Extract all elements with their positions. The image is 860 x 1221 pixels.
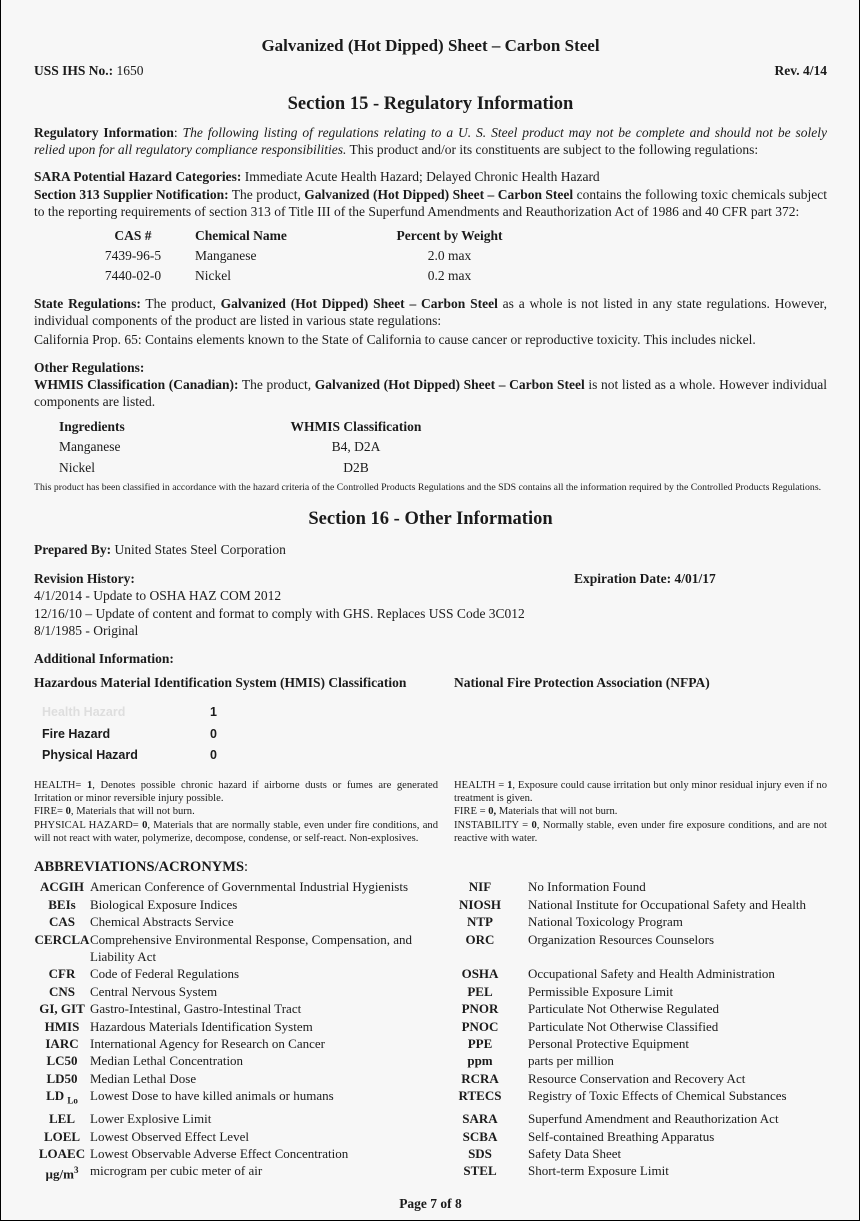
revision-history-label: Revision History:	[34, 570, 135, 586]
abbr-row	[34, 1110, 827, 1127]
abbr-definition: Occupational Safety and Health Administration	[528, 966, 775, 982]
revision-entry: 8/1/1985 - Original	[34, 622, 139, 638]
uss-ihs-value: 1650	[116, 63, 144, 78]
abbr-definition: Organization Resources Counselors	[528, 931, 715, 947]
hmis-row-fire	[34, 727, 827, 749]
ingredient-name: Nickel	[59, 459, 95, 475]
document-id-line	[34, 63, 827, 79]
whmis-paragraph	[34, 377, 827, 411]
percent-by-weight: 2.0 max	[427, 247, 472, 263]
abbr-row	[34, 878, 827, 895]
abbr-definition: Personal Protective Equipment	[528, 1036, 690, 1052]
abbr-term: PNOR	[461, 1001, 499, 1017]
whmis-row	[58, 437, 447, 458]
abbr-definition: Resource Conservation and Recovery Act	[528, 1070, 746, 1086]
section313-label: Section 313 Supplier Notification:	[34, 187, 229, 203]
revision-history-line	[34, 571, 827, 588]
section313-text1: The product,	[228, 187, 305, 203]
abbr-row	[34, 1070, 827, 1087]
abbr-term: ACGIH	[39, 879, 85, 895]
hmis-notes-column	[34, 779, 438, 846]
abbr-term: LD50	[46, 1070, 78, 1086]
abbr-row	[34, 1162, 827, 1183]
section313-chemical-table	[72, 226, 533, 286]
abbr-definition: Hazardous Materials Identification System	[90, 1018, 313, 1034]
state-regulations-paragraph	[34, 296, 827, 330]
regulatory-info-paragraph	[34, 125, 827, 159]
hmis-nfpa-headers	[34, 675, 827, 691]
abbr-row	[34, 1128, 827, 1145]
additional-info-label: Additional Information:	[34, 651, 174, 667]
revision-entry: 12/16/10 – Update of content and format to comply with GHS. Replaces USS Code 3C012	[34, 605, 525, 621]
chemical-name: Manganese	[195, 247, 257, 263]
abbr-term: CNS	[48, 983, 75, 999]
hmis-fire-value: 0	[210, 726, 217, 741]
abbr-definition: Median Lethal Concentration	[90, 1053, 244, 1069]
abbr-definition: Permissible Exposure Limit	[528, 983, 674, 999]
section313-paragraph	[34, 187, 827, 221]
abbr-term: CFR	[48, 966, 76, 982]
hmis-header: Hazardous Material Identification System (HMIS) Classification	[34, 675, 407, 691]
abbr-definition: Superfund Amendment and Reauthorization Act	[528, 1111, 779, 1127]
whmis-classification-value: B4, D2A	[331, 439, 381, 455]
hmis-health-value: 1	[210, 705, 217, 720]
abbr-term: $\mu g/m^3$	[45, 1165, 79, 1182]
hmis-row-health	[34, 705, 827, 727]
document-title: Galvanized (Hot Dipped) Sheet – Carbon Steel	[261, 36, 600, 55]
abbr-term: PEL	[467, 983, 493, 999]
abbr-term: ORC	[465, 931, 495, 947]
hmis-fire-label: Fire Hazard	[42, 726, 111, 741]
whmis-label: WHMIS Classification (Canadian):	[34, 377, 239, 393]
abbr-definition: Particulate Not Otherwise Regulated	[528, 1001, 719, 1017]
regulatory-info-separator: :	[173, 125, 183, 140]
expiration-date: Expiration Date: 4/01/17	[574, 570, 716, 586]
abbr-term: PPE	[467, 1036, 493, 1052]
hmis-classification-box	[34, 705, 827, 770]
abbr-term: GI, GIT	[39, 1001, 85, 1017]
prepared-by-line	[34, 542, 827, 559]
section15-heading: Section 15 - Regulatory Information	[287, 94, 574, 114]
abbr-definition: Safety Data Sheet	[528, 1146, 622, 1162]
uss-ihs-label: USS IHS No.:	[34, 63, 114, 78]
regulatory-info-disclaimer: The following listing of regulations relating to a U. S. Steel product may not be complete and should not be solely relied upon for all regulatory compliance responsibilities.	[34, 125, 827, 157]
abbr-term: CERCLA	[34, 931, 90, 947]
abbr-term: LOAEC	[38, 1146, 86, 1162]
abbr-term: LD $_{Lo}$	[46, 1088, 78, 1106]
abbr-row	[34, 1018, 827, 1035]
abbreviations-table	[34, 878, 827, 1183]
abbr-definition: National Toxicology Program	[528, 914, 683, 930]
state-regulations-product-name: Galvanized (Hot Dipped) Sheet – Carbon Steel	[220, 295, 498, 311]
hmis-fire-note: FIRE= 0, Materials that will not burn.	[34, 806, 195, 818]
abbr-row	[34, 896, 827, 913]
page-number: Page 7 of 8	[399, 1196, 462, 1212]
hmis-physical-value: 0	[210, 748, 217, 763]
abbr-term: LEL	[48, 1111, 75, 1127]
whmis-text2: is not listed as a whole. However individual components are listed.	[34, 377, 827, 409]
abbr-definition: Central Nervous System	[90, 983, 218, 999]
abbr-term: LOEL	[43, 1128, 81, 1144]
sara-text: Immediate Acute Health Hazard; Delayed Chronic Health Hazard	[241, 168, 600, 184]
abbr-term: RTECS	[458, 1088, 502, 1104]
prepared-by-label: Prepared By:	[34, 541, 112, 557]
abbr-term: STEL	[463, 1163, 497, 1179]
state-regulations-label: State Regulations:	[34, 295, 141, 311]
abbr-term: RCRA	[461, 1070, 499, 1086]
abbr-definition: Lowest Observed Effect Level	[90, 1128, 249, 1144]
abbr-term: PNOC	[461, 1018, 499, 1034]
nfpa-health-note: HEALTH = 1, Exposure could cause irritation but only minor residual injury even if no treatment is given.	[454, 779, 827, 804]
cas-number: 7440-02-0	[104, 267, 162, 283]
whmis-text1: The product,	[238, 377, 315, 393]
abbreviations-tbody	[34, 878, 827, 1183]
abbr-row	[34, 1087, 827, 1110]
section313-text2: contains the following toxic chemicals subject to the reporting requirements of section 313 of Title III of the Superfund Amendments and Reauthorization Act of 1986 and 40 CFR part 372:	[34, 187, 828, 220]
abbr-term: SDS	[468, 1146, 492, 1162]
abbr-term: SARA	[462, 1111, 498, 1127]
nfpa-header: National Fire Protection Association (NFPA)	[454, 675, 710, 691]
cas-number: 7439-96-5	[104, 247, 162, 263]
sara-hazard-line	[34, 169, 827, 186]
other-regulations-label: Other Regulations:	[34, 360, 145, 376]
abbr-row	[34, 983, 827, 1000]
abbr-definition: Biological Exposure Indices	[90, 896, 238, 912]
prepared-by-value: United States Steel Corporation	[111, 541, 286, 557]
hmis-health-label: Health Hazard	[42, 705, 126, 720]
chemical-table-header-row	[72, 226, 533, 246]
abbr-definition: Gastro-Intestinal, Gastro-Intestinal Tract	[90, 1001, 302, 1017]
col-header-chemical-name: Chemical Name	[195, 227, 287, 243]
col-header-ingredients: Ingredients	[59, 418, 125, 434]
uss-ihs-number	[34, 63, 144, 79]
abbr-definition: National Institute for Occupational Safety and Health	[528, 896, 806, 912]
whmis-table-header-row	[58, 417, 447, 438]
abbr-definition: Lowest Observable Adverse Effect Concentration	[90, 1146, 349, 1162]
col-header-percent-by-weight: Percent by Weight	[396, 227, 503, 243]
sara-label: SARA Potential Hazard Categories:	[34, 168, 242, 184]
abbr-definition: International Agency for Research on Cancer	[90, 1036, 325, 1052]
abbr-term: NIF	[468, 879, 492, 895]
abbr-definition: American Conference of Governmental Industrial Hygienists	[90, 879, 409, 895]
abbr-row	[34, 1035, 827, 1052]
abbr-definition: Lower Explosive Limit	[90, 1111, 212, 1127]
abbr-definition: Chemical Abstracts Service	[90, 914, 234, 930]
hmis-row-physical	[34, 748, 827, 770]
abbr-term: CAS	[48, 914, 75, 930]
abbr-definition: Lowest Dose to have killed animals or humans	[90, 1088, 334, 1104]
section16-heading: Section 16 - Other Information	[308, 508, 553, 529]
hmis-physical-label: Physical Hazard	[42, 748, 138, 763]
regulatory-info-rest: This product and/or its constituents are subject to the following regulations:	[346, 141, 759, 157]
whmis-row	[58, 458, 447, 479]
abbr-definition: No Information Found	[528, 879, 646, 895]
abbr-term: HMIS	[44, 1018, 80, 1034]
nfpa-fire-note: FIRE = 0, Materials that will not burn.	[454, 806, 618, 818]
chemical-name: Nickel	[195, 267, 231, 283]
nfpa-notes-column	[454, 779, 827, 846]
abbr-term: NTP	[467, 914, 493, 930]
abbr-definition: Median Lethal Dose	[90, 1070, 197, 1086]
abbr-term: IARC	[45, 1036, 79, 1052]
abbr-definition: Comprehensive Environmental Response, Compensation, and Liability Act	[90, 931, 413, 964]
section313-product-name: Galvanized (Hot Dipped) Sheet – Carbon Steel	[304, 187, 574, 203]
abbr-term: NIOSH	[459, 896, 501, 912]
col-header-whmis-classification: WHMIS Classification	[290, 418, 422, 434]
abbr-definition: Self-contained Breathing Apparatus	[528, 1128, 715, 1144]
abbr-definition: Registry of Toxic Effects of Chemical Substances	[528, 1088, 787, 1104]
abbr-definition: parts per million	[528, 1053, 614, 1069]
abbr-row	[34, 1000, 827, 1017]
ingredient-name: Manganese	[59, 439, 121, 455]
abbreviations-heading: ABBREVIATIONS/ACRONYMS:	[34, 858, 249, 875]
nfpa-instability-note: INSTABILITY = 0, Normally stable, even under fire exposure conditions, and are not reactive with water.	[454, 819, 827, 845]
abbr-term: LC50	[46, 1053, 78, 1069]
abbr-term: SCBA	[462, 1128, 498, 1144]
abbr-row	[34, 1145, 827, 1162]
regulatory-info-label: Regulatory Information	[34, 125, 174, 140]
col-header-cas: CAS #	[114, 227, 152, 243]
hmis-health-note: HEALTH= 1, Denotes possible chronic hazard if airborne dusts or fumes are generated Irritation or minor reversible injury possible.	[34, 779, 439, 804]
abbr-term: OSHA	[461, 966, 499, 982]
abbr-definition: microgram per cubic meter of air	[90, 1163, 263, 1179]
state-regulations-text1: The product,	[140, 295, 221, 311]
california-prop65-line: California Prop. 65: Contains elements known to the State of California to cause cancer or reproductive toxicity. This includes nickel.	[34, 331, 756, 347]
abbr-row	[34, 913, 827, 930]
abbr-definition: Short-term Exposure Limit	[528, 1163, 669, 1179]
revision-entry: 4/1/2014 - Update to OSHA HAZ COM 2012	[34, 588, 282, 604]
whmis-product-name: Galvanized (Hot Dipped) Sheet – Carbon Steel	[314, 377, 585, 393]
abbr-term: BEIs	[48, 896, 76, 912]
state-regulations-text2: as a whole is not listed in any state regulations. However, individual components of the product are listed in various state regulations:	[34, 295, 828, 328]
whmis-note: This product has been classified in accordance with the hazard criteria of the Controlled Products Regulations and the SDS contains all the information required by the Controlled Products Regulations.	[34, 482, 822, 494]
whmis-classification-table	[58, 417, 447, 479]
abbr-definition: Particulate Not Otherwise Classified	[528, 1018, 719, 1034]
revision-number: Rev. 4/14	[774, 63, 827, 78]
chemical-row	[72, 246, 533, 266]
rating-explanations	[34, 779, 827, 846]
hmis-physical-note: PHYSICAL HAZARD= 0, Materials that are normally stable, even under fire conditions, and will not react with water, polymerize, decompose, condense, or self-react. Non-explosives.	[34, 819, 438, 845]
percent-by-weight: 0.2 max	[427, 267, 472, 283]
abbr-row	[34, 1052, 827, 1069]
abbr-term: ppm	[467, 1053, 493, 1069]
abbr-definition: Code of Federal Regulations	[90, 966, 240, 982]
abbr-row	[34, 965, 827, 982]
chemical-row	[72, 266, 533, 286]
whmis-classification-value: D2B	[343, 459, 369, 475]
abbr-row	[34, 931, 827, 966]
